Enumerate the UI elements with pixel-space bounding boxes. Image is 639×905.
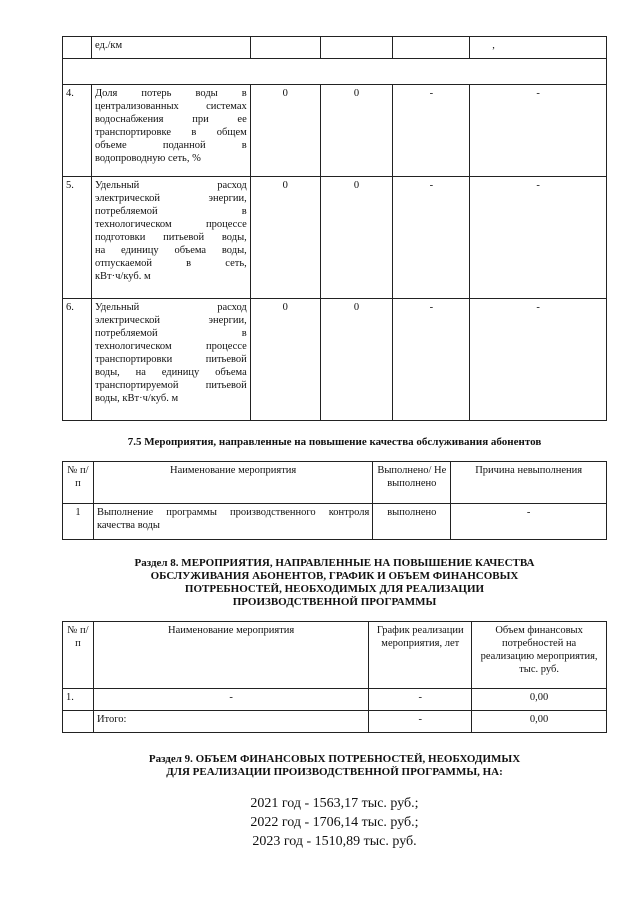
col-header-schedule: График реализации мероприятия, лет: [369, 622, 472, 689]
col-header-name: Наименование мероприятия: [93, 622, 368, 689]
col-header-num: № п/п: [63, 462, 94, 504]
section-7-5-title: 7.5 Мероприятия, направленные на повышение качества обслуживания абонентов: [127, 436, 542, 448]
col-header-num: № п/п: [63, 622, 94, 689]
table-spacer-row: [63, 59, 607, 85]
col-header-name: Наименование мероприятия: [93, 462, 372, 504]
section-9-title: Раздел 9. ОБЪЕМ ФИНАНСОВЫХ ПОТРЕБНОСТЕЙ, НЕОБХОДИМЫХ ДЛЯ РЕАЛИЗАЦИИ ПРОИЗВОДСТВЕННОЙ ПРОГРАММЫ, НА:: [148, 753, 521, 778]
indicator-name: Доля потерь воды в централизованных системах водоснабжения при ее транспортировке в общем объеме поданной в водопроводную сеть, %: [91, 85, 250, 177]
financial-needs-by-year: [62, 794, 607, 851]
section-8-title: Раздел 8. МЕРОПРИЯТИЯ, НАПРАВЛЕННЫЕ НА ПОВЫШЕНИЕ КАЧЕСТВА ОБСЛУЖИВАНИЯ АБОНЕНТОВ, ГРАФИК И ОБЪЕМ ФИНАНСОВЫХ ПОТРЕБНОСТЕЙ, НЕОБХОДИМЫХ ДЛЯ РЕАЛИЗАЦИИ ПРОИЗВОДСТВЕННОЙ ПРОГРАММЫ: [134, 557, 535, 608]
row-number: 6.: [63, 299, 92, 421]
indicator-name: Удельный расход электрической энергии, потребляемой в технологическом процессе подготовки питьевой воды, на единицу объема воды, отпускаемой в сеть, кВт·ч/куб. м: [91, 177, 250, 299]
table-row: 1 Выполнение программы производственного контроля качества воды выполнено -: [63, 504, 607, 540]
year-total-2023: 2023 год - 1510,89 тыс. руб.: [252, 834, 417, 849]
table-header-row: [63, 622, 607, 689]
year-total-2022: 2022 год - 1706,14 тыс. руб.;: [250, 815, 419, 830]
table-row: 5. Удельный расход электрической энергии, потребляемой в технологическом процессе подготовки питьевой воды, на единицу объема воды, отпускаемой в сеть, кВт·ч/куб. м 0 0 - -: [63, 177, 607, 299]
col-header-volume: Объем финансовых потребностей на реализацию мероприятия, тыс. руб.: [472, 622, 607, 689]
measures-7-5-table: [62, 461, 607, 540]
table-row: 1. - - 0,00: [63, 689, 607, 711]
col-header-reason: Причина невыполнения: [451, 462, 607, 504]
unit-cell: ед./км: [91, 37, 250, 59]
table-total-row: Итого: - 0,00: [63, 711, 607, 733]
total-label: Итого:: [93, 711, 368, 733]
row-number: 5.: [63, 177, 92, 299]
indicator-name: Удельный расход электрической энергии, потребляемой в технологическом процессе транспортировки питьевой воды, на единицу объема транспортируемой питьевой воды, кВт·ч/куб. м: [91, 299, 250, 421]
year-total-2021: 2021 год - 1563,17 тыс. руб.;: [250, 796, 419, 811]
indicators-table: [62, 36, 607, 421]
col-header-status: Выполнено/ Не выполнено: [373, 462, 451, 504]
table-row: [63, 37, 607, 59]
table-row: 6. Удельный расход электрической энергии, потребляемой в технологическом процессе транспортировки питьевой воды, на единицу объема транспортируемой питьевой воды, кВт·ч/куб. м 0 0 - -: [63, 299, 607, 421]
table-row: 4. Доля потерь воды в централизованных системах водоснабжения при ее транспортировке в общем объеме поданной в водопроводную сеть, % 0 0 - -: [63, 85, 607, 177]
mark-cell: ,: [470, 37, 607, 59]
table-header-row: [63, 462, 607, 504]
row-number: 4.: [63, 85, 92, 177]
measures-8-table: [62, 621, 607, 733]
